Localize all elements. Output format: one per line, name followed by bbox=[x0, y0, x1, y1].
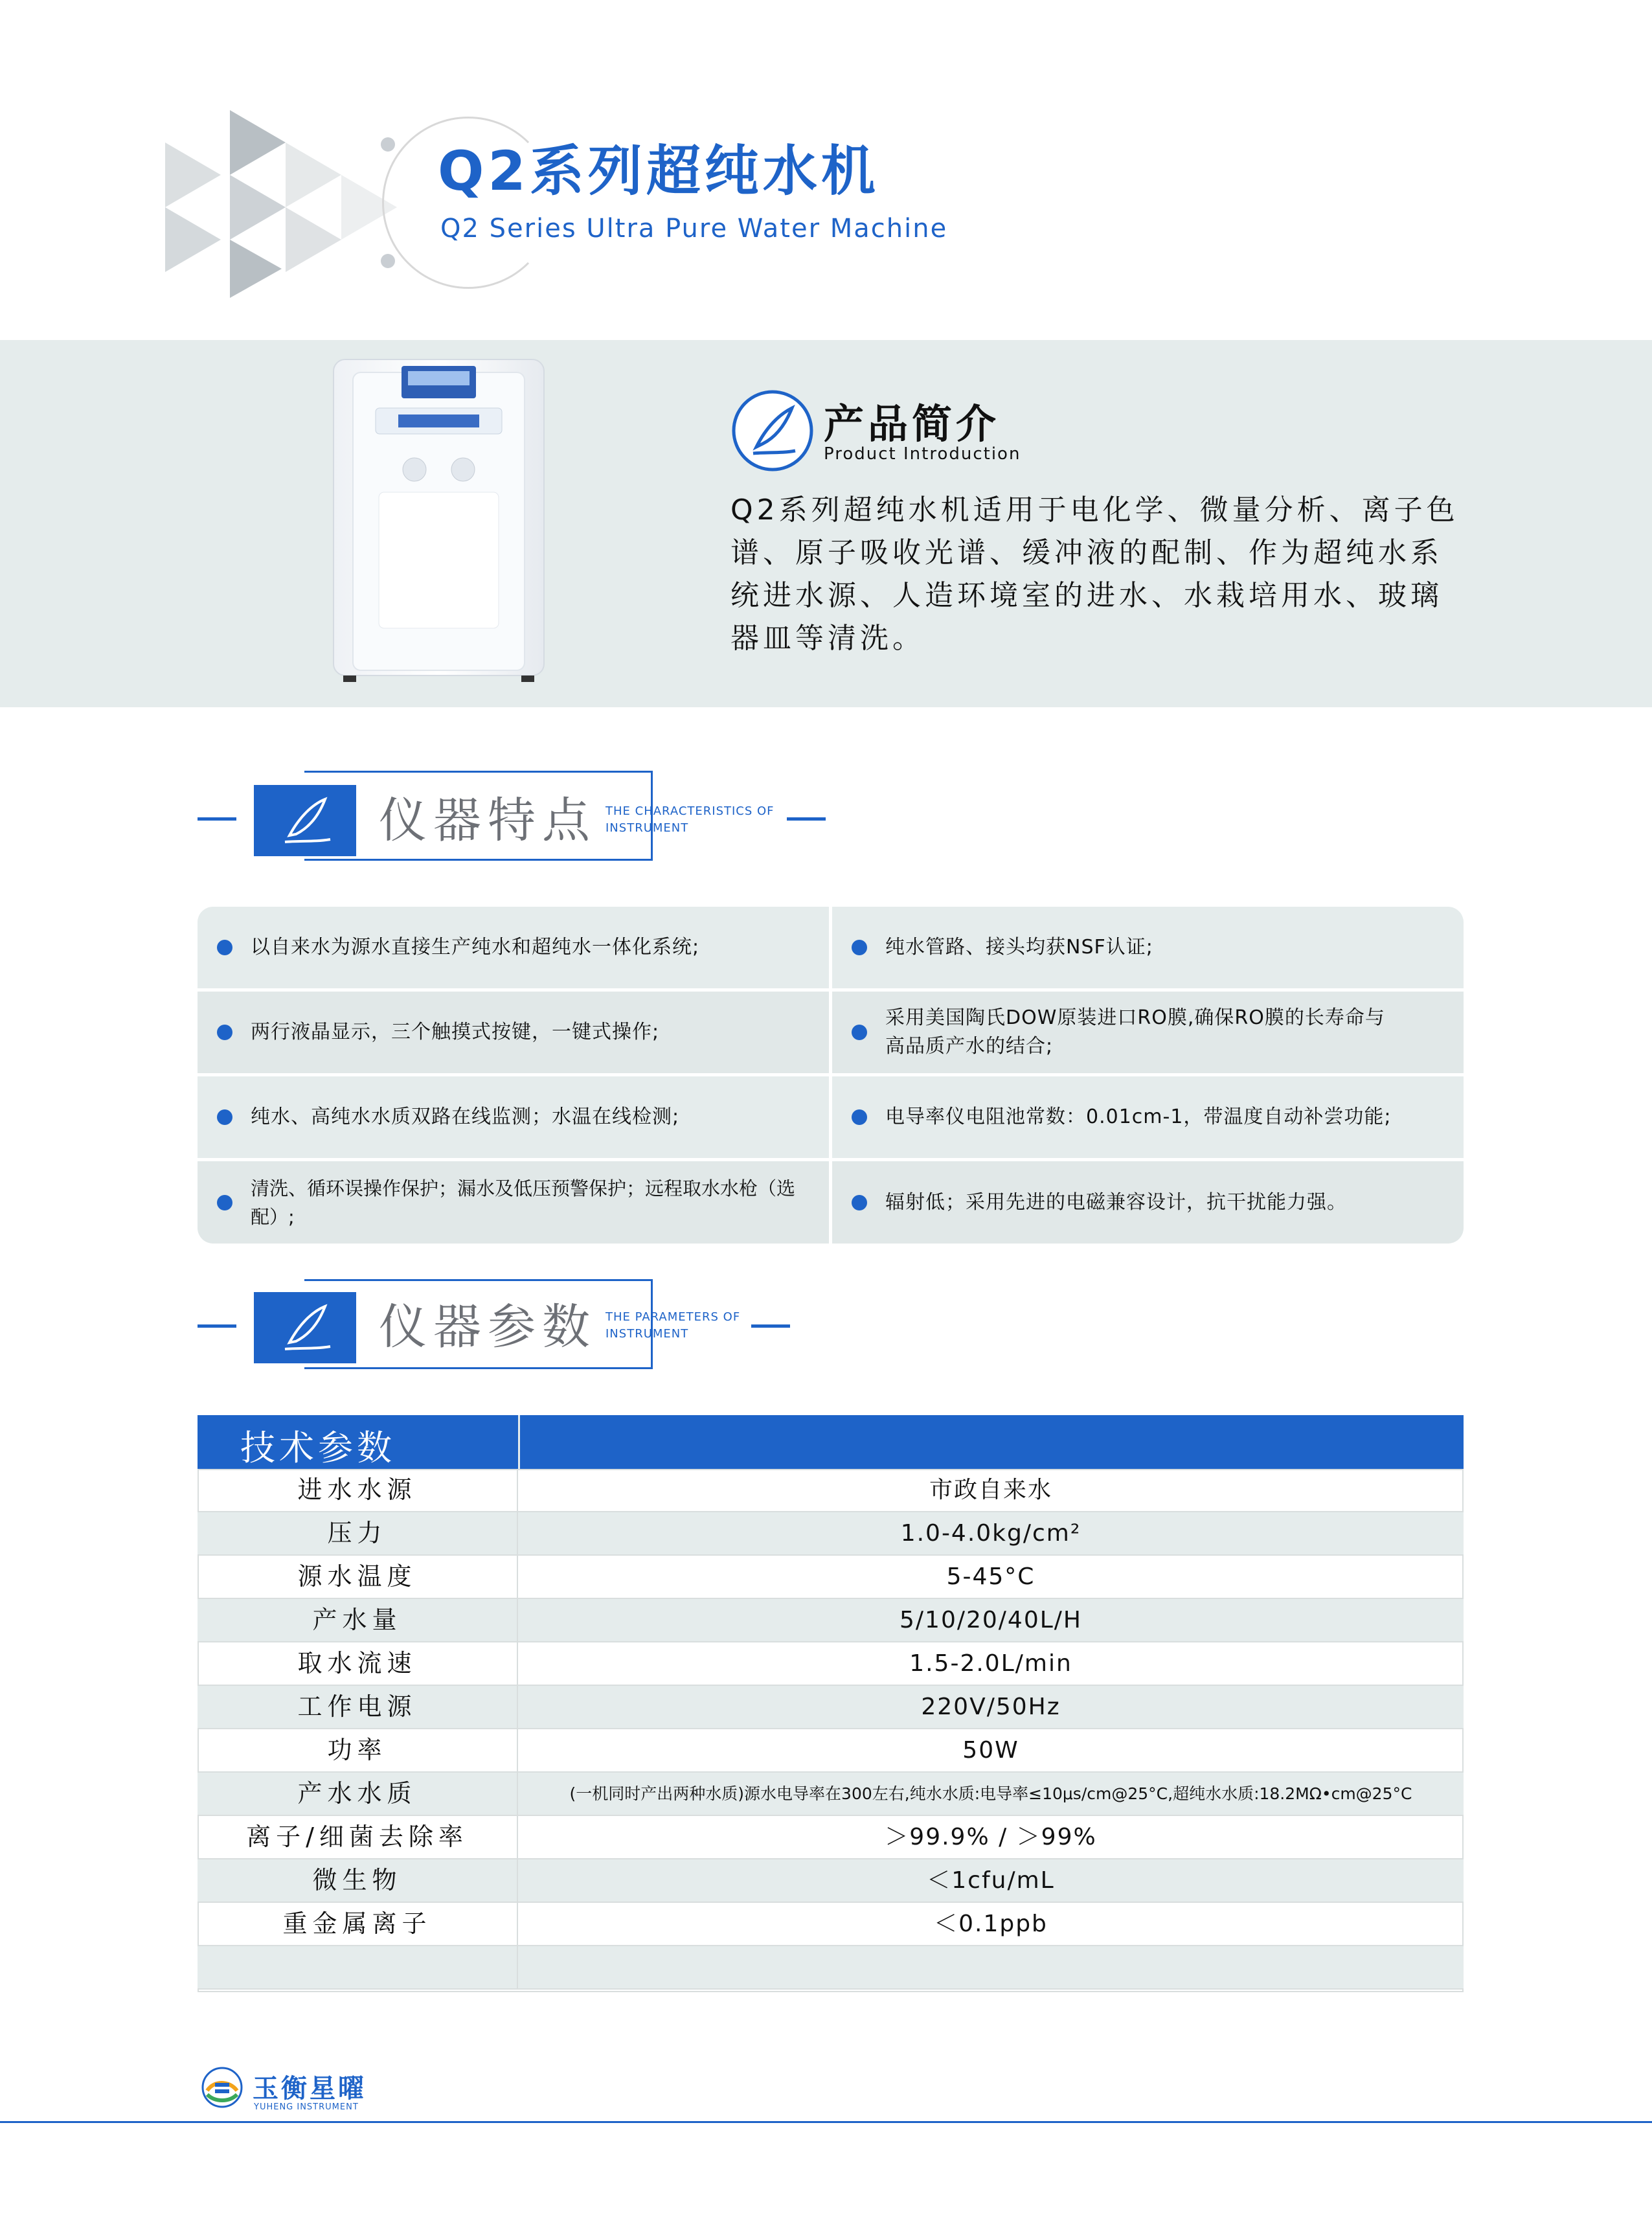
feature-item bbox=[198, 907, 829, 988]
row-value: 1.0-4.0kg/cm² bbox=[900, 1520, 1081, 1547]
feature-item bbox=[832, 992, 1464, 1073]
feature-item bbox=[198, 1076, 829, 1158]
intro-subtitle: Product Introduction bbox=[824, 444, 1021, 464]
section-line-right bbox=[751, 1324, 790, 1328]
feature-text: 以自来水为源水直接生产纯水和超纯水一体化系统; bbox=[251, 936, 700, 959]
arc-dot-decoration bbox=[381, 137, 395, 152]
row-label: 产水水质 bbox=[198, 1773, 518, 1816]
section-line-left bbox=[198, 817, 236, 821]
bullet-icon bbox=[852, 940, 867, 955]
row-label: 重金属离子 bbox=[198, 1903, 518, 1946]
row-value: 1.5-2.0L/min bbox=[909, 1650, 1072, 1677]
row-value: 220V/50Hz bbox=[921, 1694, 1061, 1720]
row-label: 进水水源 bbox=[198, 1469, 518, 1512]
row-value: 5/10/20/40L/H bbox=[900, 1607, 1082, 1633]
bullet-icon bbox=[217, 1025, 232, 1040]
bullet-icon bbox=[852, 1195, 867, 1210]
page-title: Q2系列超纯水机 bbox=[438, 139, 879, 203]
section-en-line2: INSTRUMENT bbox=[605, 1327, 689, 1341]
features-grid bbox=[198, 907, 1464, 1244]
row-value: 市政自来水 bbox=[929, 1477, 1052, 1503]
water-machine-image bbox=[327, 353, 550, 690]
table-row bbox=[198, 1469, 1464, 1512]
company-name-en: YUHENG INSTRUMENT bbox=[254, 2102, 359, 2112]
row-label: 工作电源 bbox=[198, 1686, 518, 1729]
table-header bbox=[198, 1415, 1464, 1469]
section-line-left bbox=[198, 1324, 236, 1328]
feature-item bbox=[832, 907, 1464, 988]
feature-text: 纯水、高纯水水质双路在线监测；水温在线检测; bbox=[251, 1106, 680, 1128]
section-title-features: 仪器特点 bbox=[379, 793, 596, 848]
table-header-title: 技术参数 bbox=[240, 1427, 396, 1468]
table-row bbox=[198, 1816, 1464, 1859]
row-label: 功率 bbox=[198, 1729, 518, 1773]
feature-text: 两行液晶显示，三个触摸式按键，一键式操作; bbox=[251, 1021, 660, 1043]
table-row bbox=[198, 1903, 1464, 1946]
page-subtitle: Q2 Series Ultra Pure Water Machine bbox=[440, 214, 948, 244]
row-value: 50W bbox=[962, 1737, 1019, 1764]
feather-icon bbox=[254, 1292, 356, 1363]
feature-text: 清洗、循环误操作保护；漏水及低压预警保护；远程取水水枪（选配）; bbox=[251, 1177, 796, 1228]
feather-icon bbox=[730, 389, 815, 473]
table-row bbox=[198, 1642, 1464, 1686]
feature-text: 采用美国陶氏DOW原装进口RO膜,确保RO膜的长寿命与高品质产水的结合; bbox=[885, 1006, 1385, 1058]
feature-item bbox=[198, 992, 829, 1073]
row-label: 产水量 bbox=[198, 1599, 518, 1642]
row-value: ＜1cfu/mL bbox=[927, 1867, 1055, 1894]
table-row bbox=[198, 1599, 1464, 1642]
table-row bbox=[198, 1729, 1464, 1773]
intro-paragraph: Q2系列超纯水机适用于电化学、微量分析、离子色谱、原子吸收光谱、缓冲液的配制、作为超纯水系统进水源、人造环境室的进水、水栽培用水、玻璃器皿等清洗。 bbox=[730, 494, 1459, 655]
row-value: 5-45°C bbox=[946, 1563, 1035, 1590]
feature-text: 辐射低；采用先进的电磁兼容设计，抗干扰能力强。 bbox=[885, 1190, 1347, 1214]
triangle-decoration bbox=[165, 110, 411, 298]
table-header-divider bbox=[518, 1415, 520, 1469]
table-row bbox=[198, 1859, 1464, 1903]
section-en-line1: THE CHARACTERISTICS OF bbox=[605, 804, 775, 818]
row-label: 压力 bbox=[198, 1512, 518, 1556]
intro-title: 产品简介 bbox=[824, 400, 1001, 448]
footer-divider bbox=[0, 2121, 1652, 2123]
section-title-parameters: 仪器参数 bbox=[379, 1299, 596, 1355]
table-row bbox=[198, 1556, 1464, 1599]
feature-text: 电导率仪电阻池常数：0.01cm-1，带温度自动补尝功能; bbox=[885, 1106, 1392, 1128]
table-row bbox=[198, 1946, 1464, 1990]
feature-item bbox=[832, 1076, 1464, 1158]
company-name-cn: 玉衡星曜 bbox=[253, 2074, 367, 2104]
row-label: 离子/细菌去除率 bbox=[198, 1816, 518, 1859]
row-label: 源水温度 bbox=[198, 1556, 518, 1599]
section-line-right bbox=[787, 817, 826, 821]
feature-item bbox=[832, 1161, 1464, 1244]
row-label bbox=[198, 1946, 518, 1990]
bullet-icon bbox=[852, 1109, 867, 1125]
arc-dot-decoration bbox=[381, 254, 395, 268]
row-value bbox=[518, 1946, 1464, 1990]
row-value: (一机同时产出两种水质)源水电导率在300左右,纯水水质:电导率≤10μs/cm@25°C,超纯水水质:18.2MΩ•cm@25°C bbox=[569, 1784, 1412, 1803]
feature-item bbox=[198, 1161, 829, 1244]
table-row bbox=[198, 1512, 1464, 1556]
row-value: ＜0.1ppb bbox=[934, 1911, 1048, 1937]
row-label: 取水流速 bbox=[198, 1642, 518, 1686]
section-icon-box bbox=[254, 1292, 356, 1363]
table-row bbox=[198, 1773, 1464, 1816]
bullet-icon bbox=[852, 1025, 867, 1040]
section-icon-box bbox=[254, 785, 356, 856]
feature-text: 纯水管路、接头均获NSF认证; bbox=[885, 936, 1153, 959]
bullet-icon bbox=[217, 940, 232, 955]
bullet-icon bbox=[217, 1195, 232, 1210]
row-label: 微生物 bbox=[198, 1859, 518, 1903]
feather-icon bbox=[254, 785, 356, 856]
table-row bbox=[198, 1686, 1464, 1729]
row-value: ＞99.9% / ＞99% bbox=[885, 1824, 1097, 1850]
section-en-line2: INSTRUMENT bbox=[605, 821, 689, 835]
bullet-icon bbox=[217, 1109, 232, 1125]
section-en-line1: THE PARAMETERS OF bbox=[605, 1310, 741, 1324]
company-logo-icon bbox=[201, 2066, 243, 2109]
